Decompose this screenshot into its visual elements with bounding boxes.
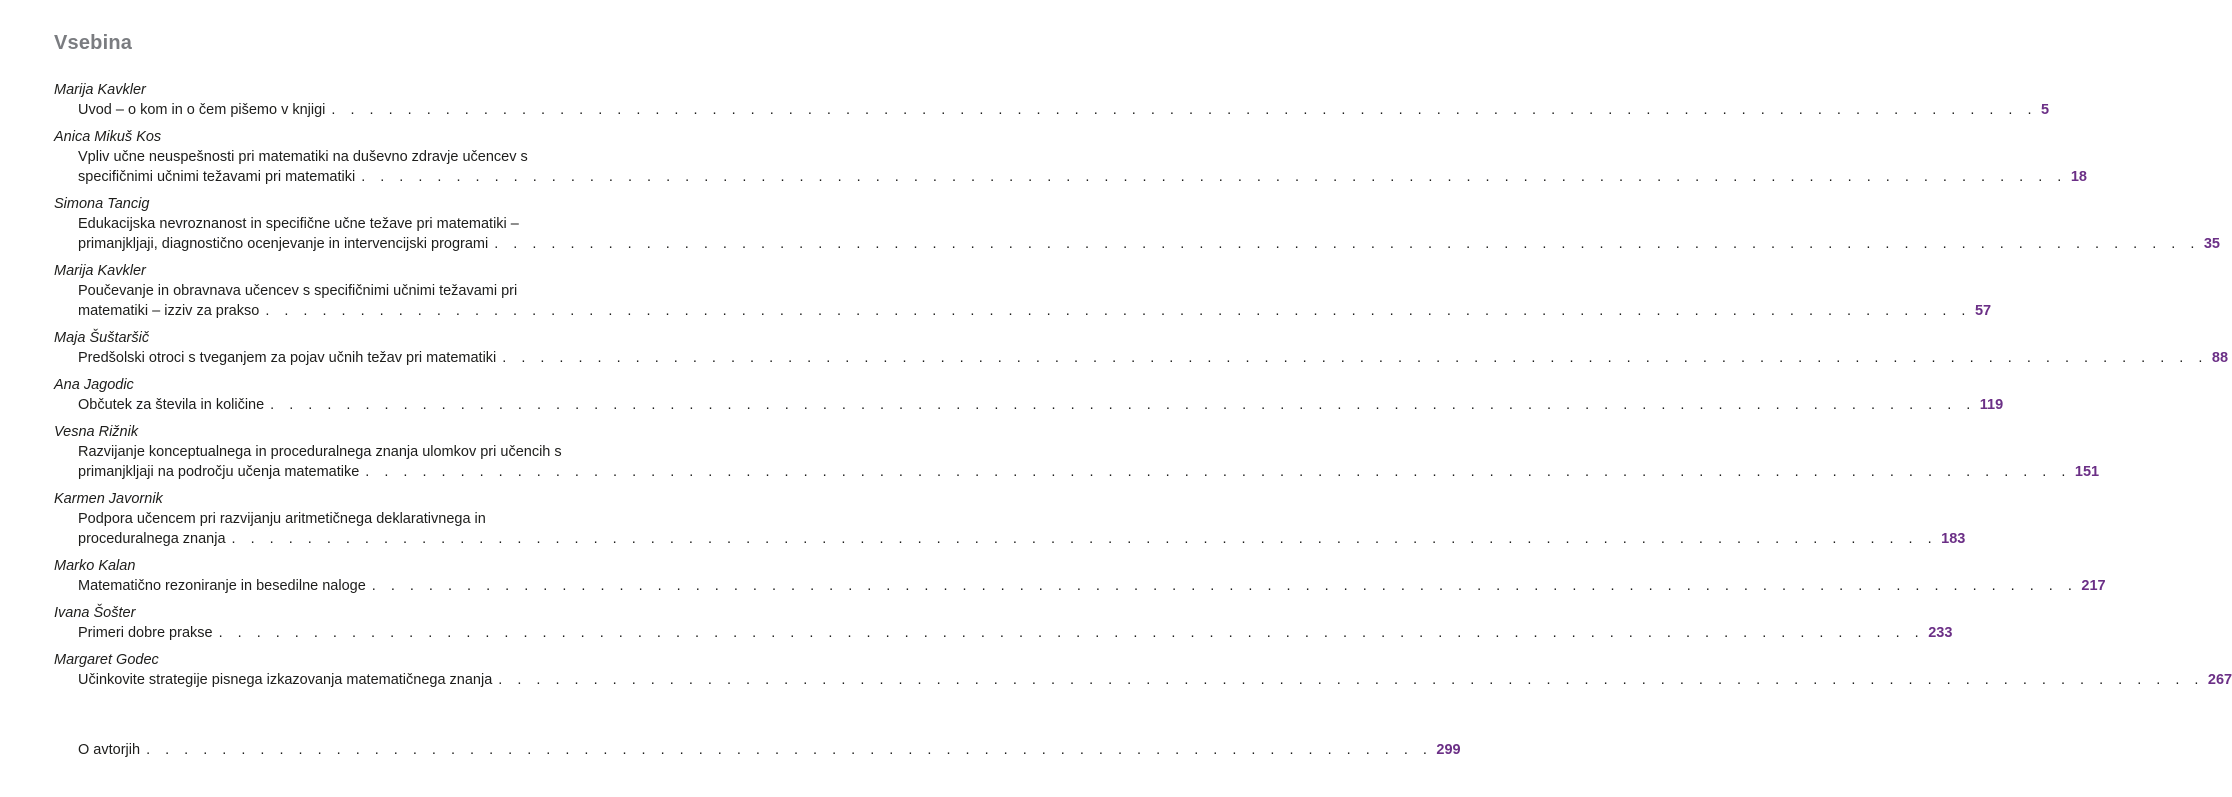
dot-leader: . . . . . . . . . . . . . . . . . . . . . . . . . . . . . . . . . . . . . . . . . . . . . . . . . . . . . . . . . . . . . . . . . . . . . . . . . . . . . . . . . . . . . . . . . . xyxy=(502,350,2208,366)
toc-entry[interactable] xyxy=(54,80,2050,120)
toc-entry-title-line xyxy=(78,529,1966,549)
dot-leader: . . . . . . . . . . . . . . . . . . . . . . . . . . . . . . . . . . . . . . . . . . . . . . . . . . . . . . . . . . . . . . . . . . . . . . . . . . . . . . . . . . . . . . . . . . xyxy=(331,102,2038,118)
toc-entry-title: Predšolski otroci s tveganjem za pojav učnih težav pri matematiki xyxy=(78,350,497,366)
toc-author: Simona Tancig xyxy=(54,196,150,212)
dot-leader: . . . . . . . . . . . . . . . . . . . . . . . . . . . . . . . . . . . . . . . . . . . . . . . . . . . . . . . . . . . . . . . . . . . . . . . . . . . . . . . . . . . . . . . . . . xyxy=(494,236,2200,252)
toc-entry-title-line: Razvijanje konceptualnega in proceduralnega znanja ulomkov pri učencih s xyxy=(78,444,562,460)
toc-author: Margaret Godec xyxy=(54,652,159,668)
toc-page-number: 217 xyxy=(2081,578,2106,594)
toc-entry-title: Matematično rezoniranje in besedilne naloge xyxy=(78,578,366,594)
toc-author: Maja Šuštaršič xyxy=(54,330,150,346)
toc-entry[interactable] xyxy=(54,556,2106,596)
toc-entry-title: primanjkljaji, diagnostično ocenjevanje in intervencijski programi xyxy=(78,236,489,252)
toc-entry-title: primanjkljaji na področju učenja matematike xyxy=(78,464,360,480)
toc-entry[interactable] xyxy=(54,650,2232,690)
toc-entry[interactable] xyxy=(54,127,2087,187)
toc-entry-title-line xyxy=(78,348,2229,368)
dot-leader: . . . . . . . . . . . . . . . . . . . . . . . . . . . . . . . . . . . . . . . . . . . . . . . . . . . . . . . . . . . . . . . . . . . . . . . . . . . . . . . . . . . . . . . . . . xyxy=(371,578,2078,594)
toc-page-number: 35 xyxy=(2203,236,2220,252)
toc-entry[interactable] xyxy=(54,194,2220,254)
toc-entry[interactable] xyxy=(54,261,1992,321)
dot-leader: . . . . . . . . . . . . . . . . . . . . . . . . . . . . . . . . . . . . . . . . . . . . . . . . . . . . . . . . . . . . . . . . . . . . . . . . . . . . . . . . . . . . . . . . . . xyxy=(498,672,2204,688)
toc-heading: Vsebina xyxy=(54,32,133,54)
toc-page-number: 57 xyxy=(1974,303,1992,319)
toc-entry[interactable] xyxy=(54,603,1953,643)
toc-entry-title-line: Poučevanje in obravnava učencev s specifičnimi učnimi težavami pri xyxy=(78,283,518,299)
dot-leader: . . . . . . . . . . . . . . . . . . . . . . . . . . . . . . . . . . . . . . . . . . . . . . . . . . . . . . . . . . . . . . . . . . . . . . . . . . . . . . . . . . . . . . . . . . xyxy=(365,464,2071,480)
toc-page-number: 151 xyxy=(2074,464,2100,480)
toc-entry-title: O avtorjih xyxy=(78,742,141,758)
toc-page-number: 267 xyxy=(2207,672,2232,688)
dot-leader: . . . . . . . . . . . . . . . . . . . . . . . . . . . . . . . . . . . . . . . . . . . . . . . . . . . . . . . . . . . . . . . . . . . . . . . . . . . . . . . . . . . . . . . . . . xyxy=(270,397,1976,413)
toc-page-number: 18 xyxy=(2070,169,2087,185)
toc-entry[interactable] xyxy=(54,328,2229,368)
dot-leader: . . . . . . . . . . . . . . . . . . . . . . . . . . . . . . . . . . . . . . . . . . . . . . . . . . . . . . . . . . . . . . . . . . . . . . . . . . . . . . . . . . . . . . . . . . xyxy=(218,625,1925,641)
toc-entry-title-line xyxy=(78,576,2106,596)
toc-entry-title-line: Podpora učencem pri razvijanju aritmetičnega deklarativnega in xyxy=(78,511,486,527)
dot-leader: . . . . . . . . . . . . . . . . . . . . . . . . . . . . . . . . . . . . . . . . . . . . . . . . . . . . . . . . . . . . . . . . . . . . . . . . . . . . . . . . . . . . . . . . . . xyxy=(265,303,1971,319)
toc-entry-title-line: Edukacijska nevroznanost in specifične učne težave pri matematiki – xyxy=(78,216,519,232)
toc-author: Anica Mikuš Kos xyxy=(54,129,162,145)
toc-author: Marko Kalan xyxy=(54,558,136,574)
toc-page-number: 299 xyxy=(1436,742,1461,758)
dot-leader: . . . . . . . . . . . . . . . . . . . . . . . . . . . . . . . . . . . . . . . . . . . . . . . . . . . . . . . . . . . . . . . . . . . . xyxy=(146,742,1433,758)
toc-entry-title: Učinkovite strategije pisnega izkazovanja matematičnega znanja xyxy=(78,672,493,688)
toc-entry-title-line xyxy=(78,100,2050,120)
toc-page-number: 88 xyxy=(2211,350,2229,366)
toc-entry-title-line xyxy=(78,670,2232,690)
toc-entry-title-line: Vpliv učne neuspešnosti pri matematiki na duševno zdravje učencev s xyxy=(78,149,528,165)
toc-entry[interactable] xyxy=(54,489,1966,549)
toc-author: Vesna Rižnik xyxy=(54,424,139,440)
toc-entry-title-line xyxy=(78,301,1992,321)
toc-entry[interactable] xyxy=(54,375,2004,415)
toc-author: Marija Kavkler xyxy=(54,82,146,98)
toc-entry-about-authors[interactable] xyxy=(54,740,1461,760)
toc-entry-title-line xyxy=(78,395,2004,415)
toc-entry-title-line xyxy=(78,462,2100,482)
toc-entry-title-line xyxy=(78,234,2220,254)
toc-entry-title-line xyxy=(78,167,2087,187)
toc-entry-title-line xyxy=(78,623,1953,643)
toc-author: Ana Jagodic xyxy=(54,377,134,393)
toc-entry-title-line xyxy=(78,740,1461,760)
toc-entry-title: Občutek za števila in količine xyxy=(78,397,265,413)
toc-author: Ivana Šošter xyxy=(54,605,136,621)
toc-entry-title: matematiki – izziv za prakso xyxy=(78,303,260,319)
toc-entry-title: Uvod – o kom in o čem pišemo v knjigi xyxy=(78,102,326,118)
dot-leader: . . . . . . . . . . . . . . . . . . . . . . . . . . . . . . . . . . . . . . . . . . . . . . . . . . . . . . . . . . . . . . . . . . . . . . . . . . . . . . . . . . . . . . . . . . xyxy=(231,531,1938,547)
toc-entry-title: proceduralnega znanja xyxy=(78,531,226,547)
toc-entry[interactable] xyxy=(54,422,2100,482)
toc-page-number: 183 xyxy=(1941,531,1966,547)
toc-page-number: 233 xyxy=(1928,625,1953,641)
toc-author: Karmen Javornik xyxy=(54,491,163,507)
toc-entry-title: specifičnimi učnimi težavami pri matematiki xyxy=(78,169,356,185)
toc-entry-title: Primeri dobre prakse xyxy=(78,625,213,641)
table-of-contents xyxy=(54,80,2232,697)
toc-page-number: 119 xyxy=(1979,397,2004,413)
toc-author: Marija Kavkler xyxy=(54,263,146,279)
toc-page-number: 5 xyxy=(2041,102,2050,118)
dot-leader: . . . . . . . . . . . . . . . . . . . . . . . . . . . . . . . . . . . . . . . . . . . . . . . . . . . . . . . . . . . . . . . . . . . . . . . . . . . . . . . . . . . . . . . . . . xyxy=(361,169,2067,185)
